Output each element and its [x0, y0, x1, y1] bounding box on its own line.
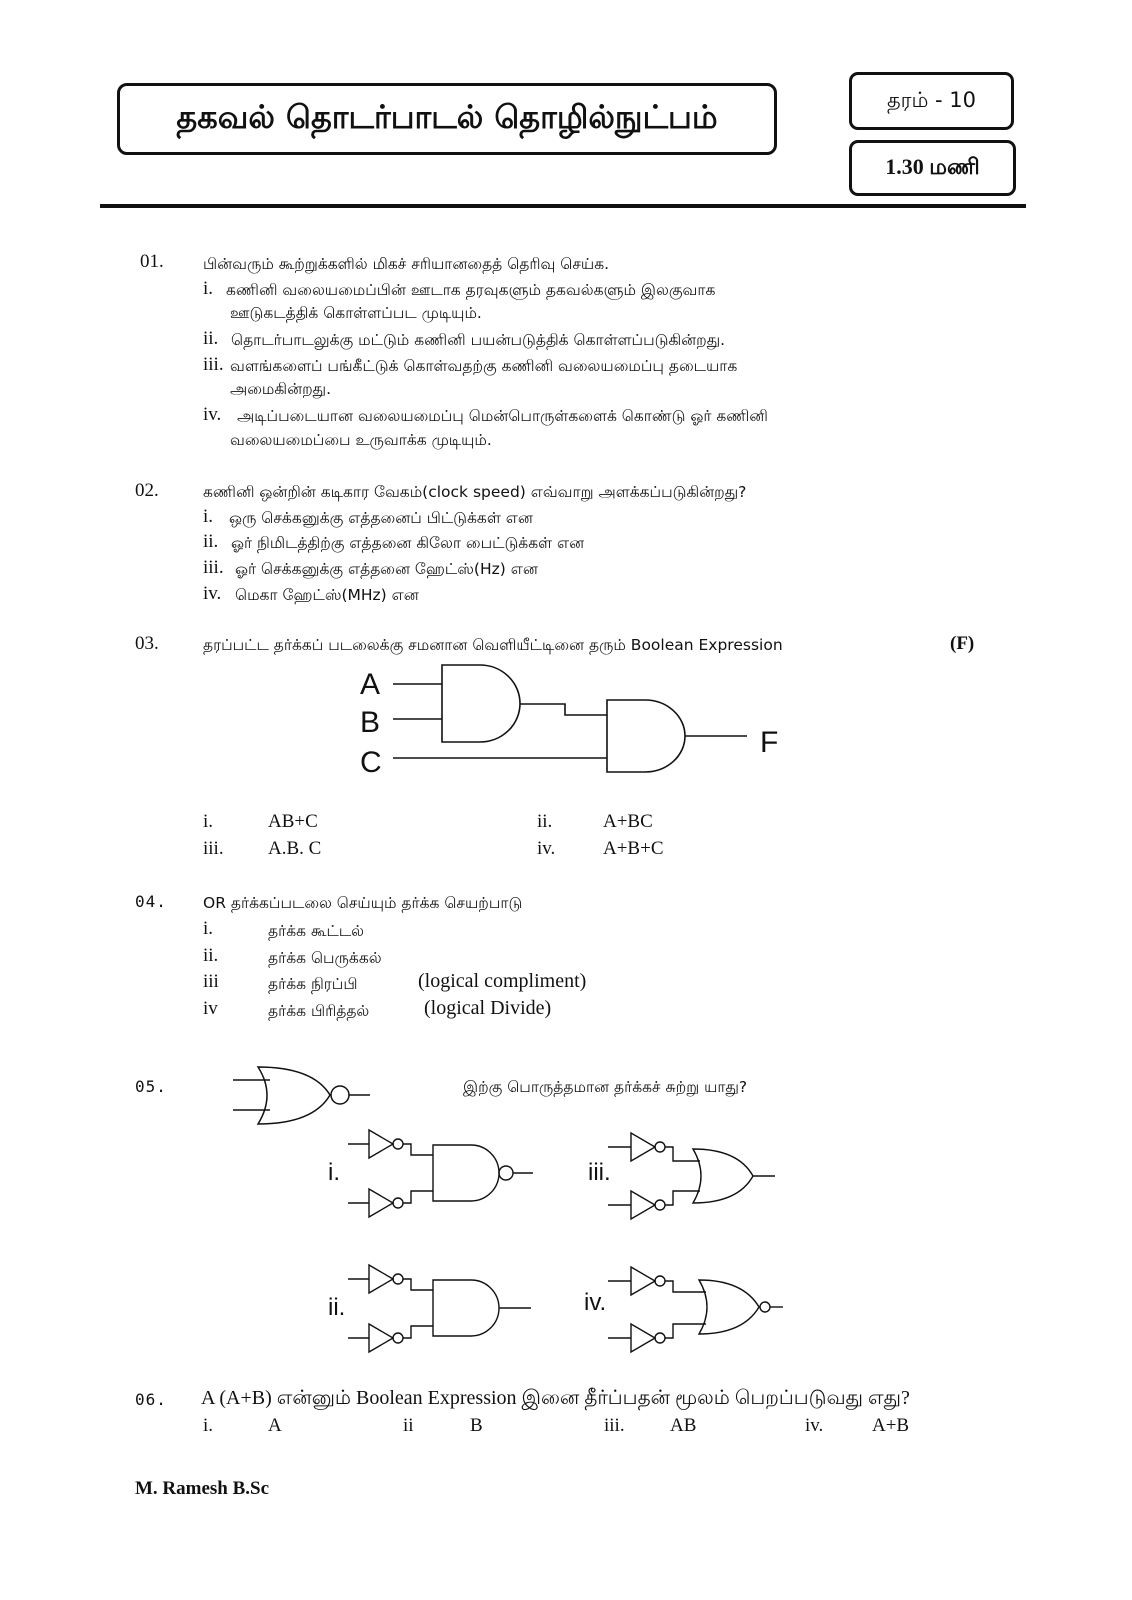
- option-text: கணினி வலையமைப்பின் ஊடாக தரவுகளும் தகவல்களும் இலகுவாக: [226, 281, 716, 299]
- option-text: தர்க்க நிரப்பி: [268, 975, 358, 993]
- option-text: தர்க்க கூட்டல்: [268, 922, 365, 940]
- circuit-option-iv: [603, 1262, 788, 1372]
- option-note: (logical Divide): [424, 997, 552, 1019]
- option-text: A: [268, 1415, 282, 1436]
- question-number: 02.: [135, 480, 159, 501]
- option-label: iii.: [604, 1415, 625, 1436]
- question-text: A (A+B) என்னும் Boolean Expression இனை தீர்ப்பதன் மூலம் பெறப்படுவது எது?: [201, 1387, 910, 1409]
- question-text: பின்வரும் கூற்றுக்களில் மிகச் சரியானதைத் தெரிவு செய்க.: [203, 255, 610, 273]
- option-label: ii.: [203, 945, 219, 966]
- logic-circuit-diagram: [355, 660, 785, 785]
- input-a-label: A: [360, 668, 381, 701]
- option-text: தர்க்க பெருக்கல்: [268, 949, 382, 967]
- option-label: ii.: [328, 1294, 346, 1321]
- option-note: (logical compliment): [418, 970, 587, 992]
- option-label: iv.: [203, 583, 222, 604]
- option-text: தர்க்க பிரித்தல்: [268, 1002, 370, 1020]
- option-text: மெகா ஹேட்ஸ்(MHz) என: [235, 586, 419, 604]
- option-label: i.: [203, 1415, 214, 1436]
- option-label: iii.: [203, 838, 224, 859]
- question-number: 01.: [140, 251, 164, 272]
- question-text: OR தர்க்கப்படலை செய்யும் தர்க்க செயற்பாடு: [203, 894, 523, 912]
- circuit-option-ii: [343, 1262, 538, 1362]
- option-label: ii.: [203, 328, 219, 349]
- option-label: iv.: [203, 404, 222, 425]
- duration-label: 1.30 மணி: [849, 140, 1016, 196]
- page-title: தகவல் தொடர்பாடல் தொழில்நுட்பம்: [117, 83, 777, 155]
- option-label: iii.: [203, 354, 224, 375]
- nor-gate-symbol: [228, 1062, 373, 1132]
- option-text: A.B. C: [268, 838, 322, 859]
- option-label: iv.: [584, 1289, 607, 1316]
- option-text: தொடர்பாடலுக்கு மட்டும் கணினி பயன்படுத்திக் கொள்ளப்படுகின்றது.: [231, 331, 726, 349]
- option-label: iii.: [588, 1159, 611, 1186]
- input-b-label: B: [360, 706, 381, 739]
- option-label: i.: [328, 1159, 340, 1186]
- circuit-option-iii: [603, 1125, 783, 1235]
- option-text: அமைகின்றது.: [230, 380, 332, 398]
- header-divider: [100, 204, 1026, 208]
- option-text: ஒரு செக்கனுக்கு எத்தனைப் பிட்டுக்கள் என: [229, 509, 533, 527]
- option-label: i.: [203, 918, 214, 939]
- option-text: வளங்களைப் பங்கீட்டுக் கொள்வதற்கு கணினி வலையமைப்பு தடையாக: [230, 357, 738, 375]
- question-number: 06.: [135, 1390, 167, 1409]
- option-text: ஓர் செக்கனுக்கு எத்தனை ஹேட்ஸ்(Hz) என: [235, 560, 538, 578]
- question-number: 03.: [135, 633, 159, 654]
- option-text: அடிப்படையான வலையமைப்பு மென்பொருள்களைக் கொண்டு ஓர் கணினி: [237, 407, 768, 425]
- option-text: ஊடுகடத்திக் கொள்ளப்பட முடியும்.: [230, 304, 482, 322]
- question-text-suffix: (F): [950, 633, 975, 654]
- option-label: i.: [203, 278, 214, 299]
- option-label: i.: [203, 506, 214, 527]
- option-label: ii.: [203, 531, 219, 552]
- question-number: 05.: [135, 1077, 167, 1096]
- question-text: கணினி ஒன்றின் கடிகார வேகம்(clock speed) எவ்வாறு அளக்கப்படுகின்றது?: [203, 483, 747, 501]
- option-label: ii: [403, 1415, 414, 1436]
- output-f-label: F: [760, 726, 779, 759]
- input-c-label: C: [360, 746, 382, 779]
- option-label: i.: [203, 811, 214, 832]
- option-label: iv.: [537, 838, 556, 859]
- option-text: AB+C: [268, 811, 318, 832]
- circuit-option-i: [343, 1125, 538, 1225]
- option-text: B: [470, 1415, 483, 1436]
- option-label: iii: [203, 971, 219, 992]
- option-label: ii.: [537, 811, 553, 832]
- option-label: iv.: [805, 1415, 824, 1436]
- option-text: A+B: [872, 1415, 910, 1436]
- grade-label: தரம் - 10: [849, 72, 1014, 130]
- option-text: A+B+C: [603, 838, 664, 859]
- author-footer: M. Ramesh B.Sc: [135, 1478, 270, 1499]
- option-text: வலையமைப்பை உருவாக்க முடியும்.: [230, 431, 492, 449]
- option-label: iii.: [203, 557, 224, 578]
- question-number: 04.: [135, 892, 167, 911]
- option-text: AB: [670, 1415, 697, 1436]
- question-text: இற்கு பொருத்தமான தர்க்கச் சுற்று யாது?: [463, 1078, 748, 1096]
- question-text: தரப்பட்ட தர்க்கப் படலைக்கு சமனான வெளியீட்டினை தரும் Boolean Expression: [203, 636, 783, 654]
- option-text: A+BC: [603, 811, 653, 832]
- option-label: iv: [203, 998, 218, 1019]
- option-text: ஓர் நிமிடத்திற்கு எத்தனை கிலோ பைட்டுக்கள் என: [231, 534, 585, 552]
